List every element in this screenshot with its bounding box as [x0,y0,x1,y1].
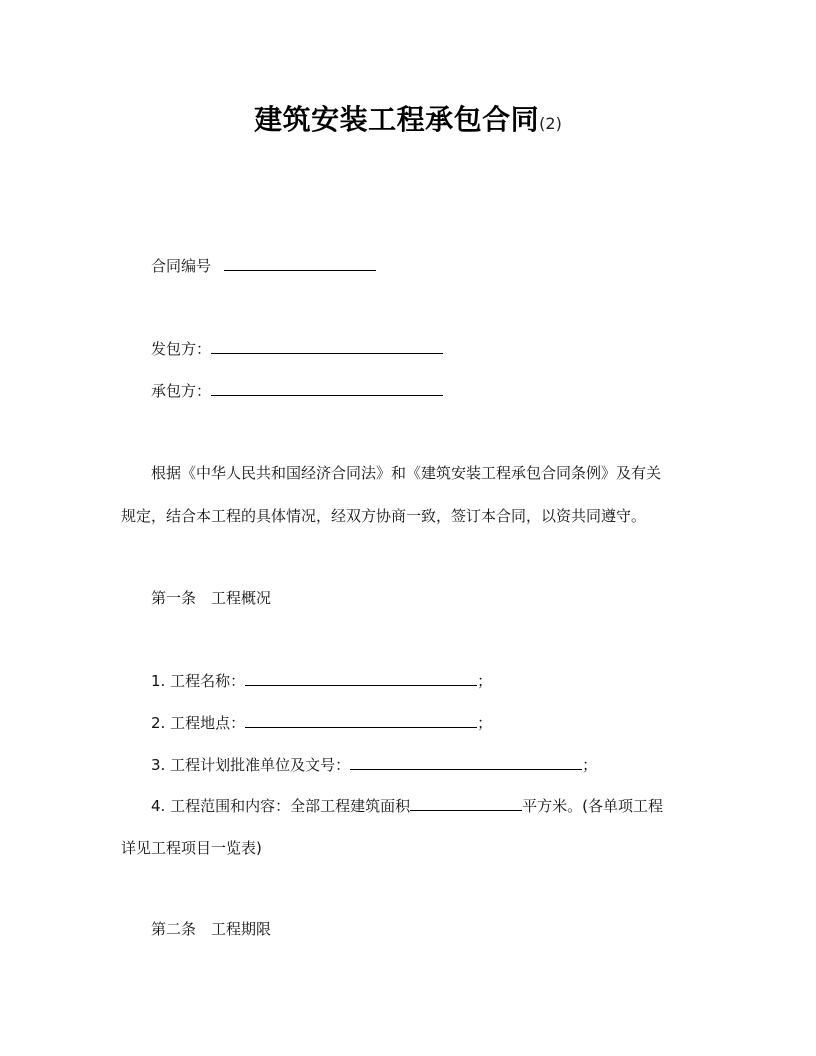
intro-line-1: 根据《中华人民共和国经济合同法》和《建筑安装工程承包合同条例》及有关 [151,464,662,482]
title-main: 建筑安装工程承包合同 [254,103,540,136]
party-a-blank [211,339,443,354]
article1-item-4 [151,796,663,816]
contract-number-blank [224,256,376,271]
item-1-blank [245,671,477,686]
item-1-label: 1. 工程名称： [151,672,246,690]
item-4-suffix: 平方米。(各单项工程 [522,797,663,815]
article1-item-1 [151,671,492,691]
contract-number-line [151,256,376,276]
item-3-label: 3. 工程计划批准单位及文号： [151,756,351,774]
party-a-line [151,339,443,359]
title-suffix: (2) [539,114,562,133]
item-4-prefix: 4. 工程范围和内容：全部工程建筑面积 [151,797,411,815]
party-b-line [151,381,443,401]
item-3-end: ； [582,756,598,774]
article1-item-2 [151,713,492,733]
article1-item-3 [151,755,597,775]
contract-number-label: 合同编号 [151,257,212,275]
item-2-end: ； [477,714,493,732]
article1-heading: 第一条 工程概况 [151,589,272,607]
document-title [0,98,816,138]
item-1-end: ； [477,672,493,690]
party-b-blank [211,381,443,396]
item-2-label: 2. 工程地点： [151,714,246,732]
item-3-blank [350,755,582,770]
party-b-label: 承包方： [151,382,212,400]
article1-item-4-continuation: 详见工程项目一览表) [121,839,262,857]
intro-line-2: 规定，结合本工程的具体情况，经双方协商一致，签订本合同，以资共同遵守。 [121,507,647,525]
item-4-blank [410,796,522,811]
article2-heading: 第二条 工程期限 [151,920,272,938]
party-a-label: 发包方： [151,340,212,358]
item-2-blank [245,713,477,728]
